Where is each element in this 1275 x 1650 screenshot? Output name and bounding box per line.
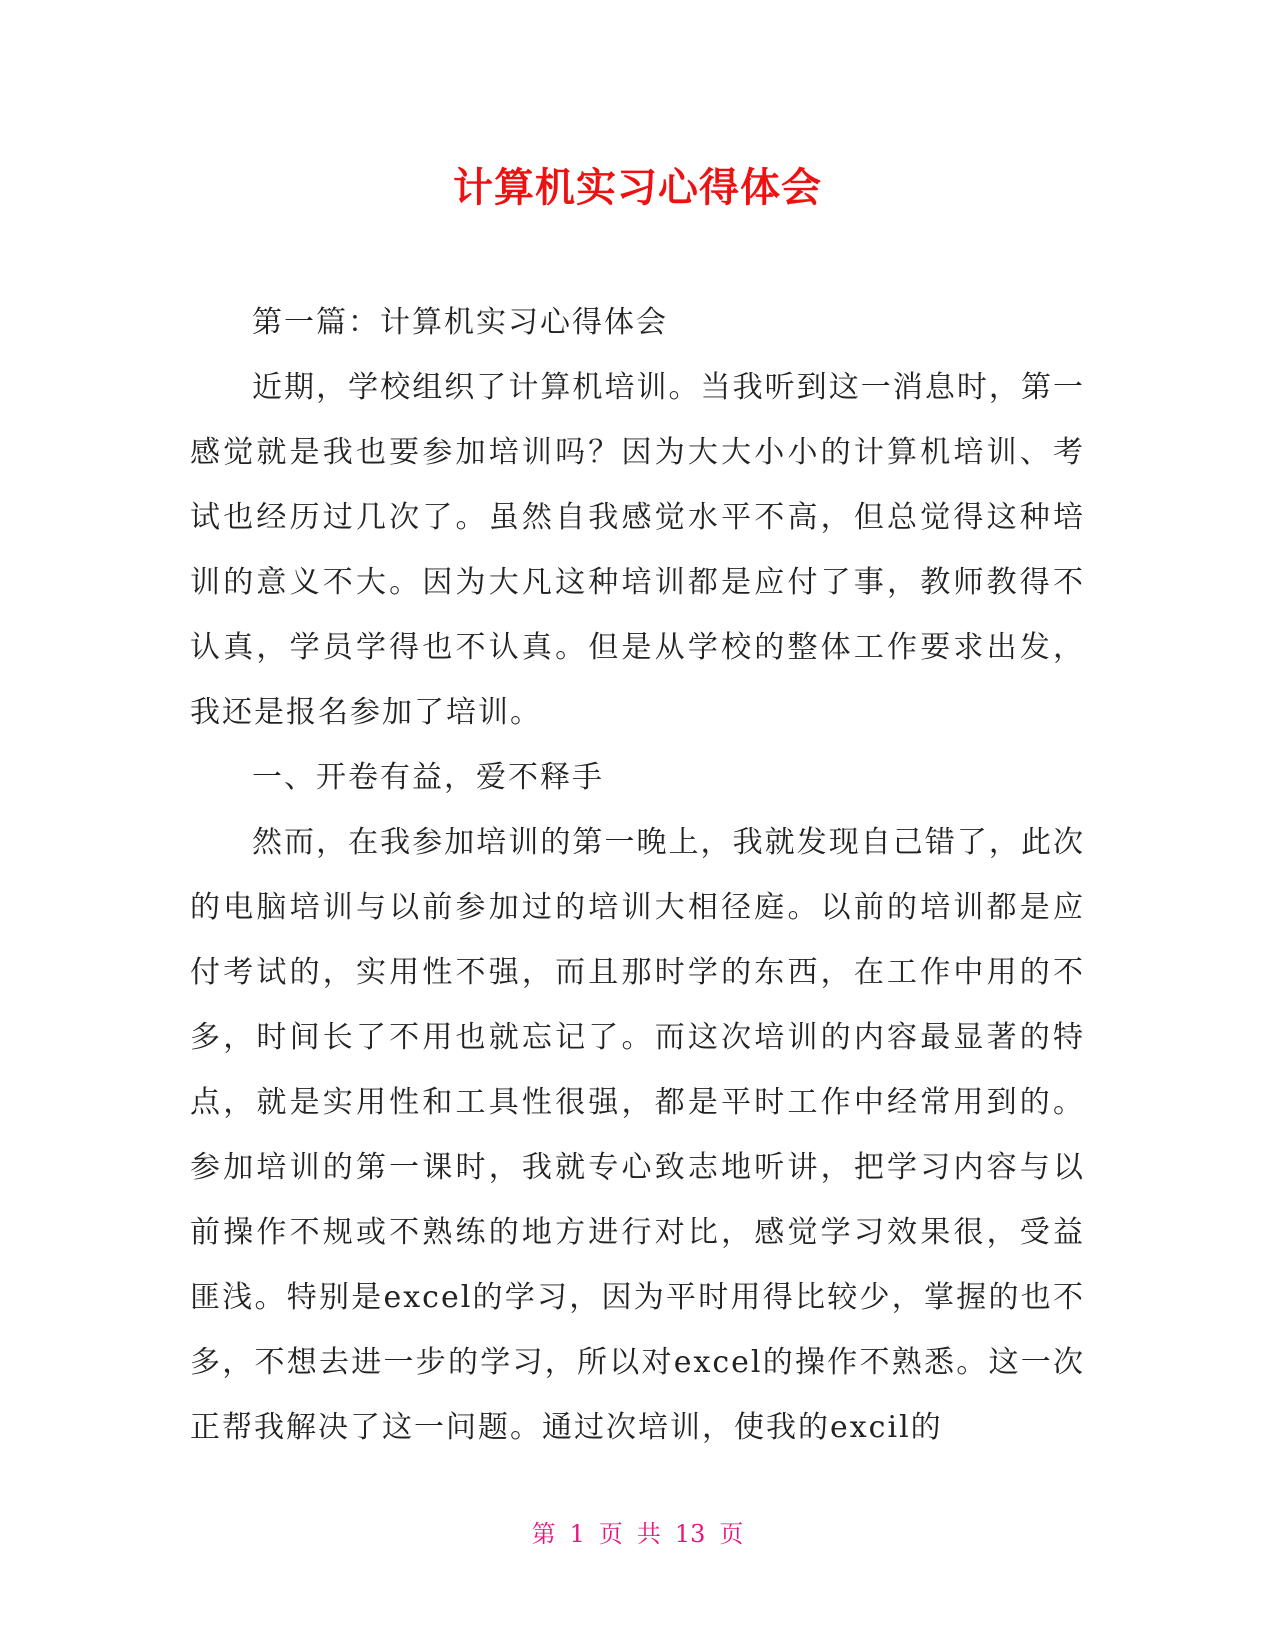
document-body — [190, 290, 1085, 1460]
footer-page-unit-2: 页 — [719, 1520, 744, 1548]
paragraph-section-heading: 第一篇：计算机实习心得体会 — [252, 305, 668, 340]
document-title: 计算机实习心得体会 — [453, 165, 822, 211]
paragraph-intro: 近期，学校组织了计算机培训。当我听到这一消息时，第一感觉就是我也要参加培训吗？因为大大小小的计算机培训、考试也经历过几次了。虽然自我感觉水平不高，但总觉得这种培训的意义不大。因为大凡这种培训都是应付了事，教师教得不认真，学员学得也不认真。但是从学校的整体工作要求出发，我还是报名参加了培训。 — [190, 370, 1085, 730]
footer-current-page: 1 — [569, 1520, 585, 1548]
page-number-footer — [0, 1518, 1275, 1550]
paragraph-body: 然而，在我参加培训的第一晚上，我就发现自己错了，此次的电脑培训与以前参加过的培训大相径庭。以前的培训都是应付考试的，实用性不强，而且那时学的东西，在工作中用的不多，时间长了不用也就忘记了。而这次培训的内容最显著的特点，就是实用性和工具性很强，都是平时工作中经常用到的。参加培训的第一课时，我就专心致志地听讲，把学习内容与以前操作不规或不熟练的地方进行对比，感觉学习效果很，受益匪浅。特别是excel的学习，因为平时用得比较少，掌握的也不多，不想去进一步的学习，所以对excel的操作不熟悉。这一次正帮我解决了这一问题。通过次培训，使我的excil的 — [190, 825, 1085, 1445]
paragraph-subheading: 一、开卷有益，爱不释手 — [252, 760, 604, 795]
footer-page-unit: 页 — [598, 1520, 623, 1548]
footer-page-word: 第 — [531, 1520, 556, 1548]
footer-total-pages: 13 — [674, 1520, 706, 1548]
footer-total-word: 共 — [636, 1520, 661, 1548]
